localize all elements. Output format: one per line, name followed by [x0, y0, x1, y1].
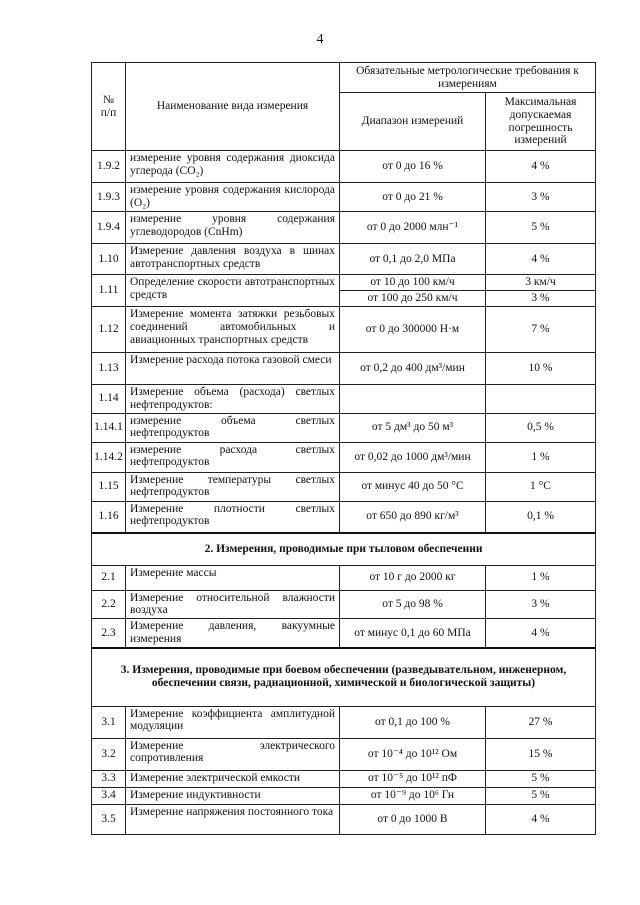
row-error: 5 %: [486, 770, 596, 787]
row-error: 3 км/ч: [486, 275, 596, 291]
row-measurement-name: Определение скорости автотранспортных средств: [126, 275, 340, 307]
row-measurement-name: Измерение момента затяжки резьбовых соединений автомобильных и авиационных транспортных средств: [126, 306, 340, 352]
row-error: 3 %: [486, 290, 596, 306]
row-measurement-name: Измерение давления, вакуумные измерения: [126, 619, 340, 648]
row-measurement-name: Измерение напряжения постоянного тока: [126, 804, 340, 834]
row-error: [486, 384, 596, 413]
row-error: 27 %: [486, 706, 596, 738]
row-1-11-group: [92, 275, 596, 307]
table-row: [92, 244, 596, 275]
table-row: [92, 770, 596, 787]
table-row: [92, 352, 596, 384]
row-measurement-name: Измерение электрической емкости: [126, 770, 340, 787]
row-number: 1.15: [92, 472, 126, 501]
row-error: 1 °C: [486, 472, 596, 501]
table-row: [92, 472, 596, 501]
header-number: № п/п: [92, 63, 126, 151]
row-number: 1.12: [92, 306, 126, 352]
table-row: [92, 787, 596, 804]
row-range: от 0,02 до 1000 дм³/мин: [340, 442, 486, 472]
row-range: от 10 до 100 км/ч: [340, 275, 486, 291]
row-measurement-name: Измерение относительной влажности воздуха: [126, 590, 340, 619]
section-row: [92, 648, 596, 706]
row-number: 3.4: [92, 787, 126, 804]
row-error: 4 %: [486, 619, 596, 648]
row-number: 1.11: [92, 275, 126, 307]
row-number: 2.2: [92, 590, 126, 619]
row-number: 1.14: [92, 384, 126, 413]
page-number: 4: [316, 32, 324, 47]
row-measurement-name: Измерение объема (расхода) светлых нефтепродуктов:: [126, 384, 340, 413]
row-number: 1.9.4: [92, 212, 126, 244]
row-measurement-name: измерение расхода светлых нефтепродуктов: [126, 442, 340, 472]
table-row: [92, 706, 596, 738]
row-measurement-name: Измерение расхода потока газовой смеси: [126, 352, 340, 384]
row-error: 1 %: [486, 442, 596, 472]
table-row: [92, 413, 596, 442]
header-range: Диапазон измерений: [340, 93, 486, 151]
row-number: 2.1: [92, 565, 126, 590]
row-range: от минус 40 до 50 °C: [340, 472, 486, 501]
rows-group-1: [92, 151, 596, 275]
row-range: от 0 до 21 %: [340, 183, 486, 212]
header-max-error: Максимальная допускаемая погрешность измерений: [486, 93, 596, 151]
row-number: 1.9.2: [92, 151, 126, 183]
table-row: [92, 501, 596, 533]
rows-group-3: [92, 565, 596, 648]
table-row: [92, 619, 596, 648]
table-row: [92, 590, 596, 619]
table-row: [92, 183, 596, 212]
row-number: 1.14.1: [92, 413, 126, 442]
row-number: 3.5: [92, 804, 126, 834]
row-range: от 10⁻⁵ до 10¹² пФ: [340, 770, 486, 787]
row-number: 1.10: [92, 244, 126, 275]
row-range: от 0,1 до 100 %: [340, 706, 486, 738]
row-number: 1.13: [92, 352, 126, 384]
row-measurement-name: измерение объема светлых нефтепродуктов: [126, 413, 340, 442]
row-range: от 0 до 1000 В: [340, 804, 486, 834]
row-range: от минус 0,1 до 60 МПа: [340, 619, 486, 648]
table-row: [92, 565, 596, 590]
row-measurement-name: измерение уровня содержания диоксида углерода (CO₂): [126, 151, 340, 183]
row-number: 3.2: [92, 738, 126, 770]
row-range: от 0,2 до 400 дм³/мин: [340, 352, 486, 384]
row-measurement-name: Измерение давления воздуха в шинах автотранспортных средств: [126, 244, 340, 275]
row-range: от 5 дм³ до 50 м³: [340, 413, 486, 442]
section-2-group: [92, 533, 596, 565]
table-row: [92, 384, 596, 413]
row-range: [340, 384, 486, 413]
row-error: 4 %: [486, 151, 596, 183]
measurement-requirements-table: [91, 62, 596, 835]
row-measurement-name: Измерение температуры светлых нефтепродуктов: [126, 472, 340, 501]
section-3-group: [92, 648, 596, 706]
row-number: 1.16: [92, 501, 126, 533]
row-measurement-name: измерение уровня содержания кислорода (O₂): [126, 183, 340, 212]
row-number: 3.1: [92, 706, 126, 738]
section-3-title: 3. Измерения, проводимые при боевом обеспечении (разведывательном, инженерном, обеспечении связи, радиационной, химической и биологической защиты): [92, 648, 596, 706]
row-error: 0,1 %: [486, 501, 596, 533]
table-row: [92, 151, 596, 183]
row-measurement-name: Измерение электрического сопротивления: [126, 738, 340, 770]
row-error: 3 %: [486, 590, 596, 619]
rows-group-2: [92, 306, 596, 533]
row-error: 1 %: [486, 565, 596, 590]
row-measurement-name: Измерение индуктивности: [126, 787, 340, 804]
row-measurement-name: Измерение коэффициента амплитудной модуляции: [126, 706, 340, 738]
row-range: от 10⁻⁴ до 10¹² Ом: [340, 738, 486, 770]
row-measurement-name: измерение уровня содержания углеводородов (CnHm): [126, 212, 340, 244]
header-requirements: Обязательные метрологические требования к измерениям: [340, 63, 596, 93]
row-error: 5 %: [486, 787, 596, 804]
section-2-title: 2. Измерения, проводимые при тыловом обеспечении: [92, 533, 596, 565]
row-range: от 0 до 300000 Н·м: [340, 306, 486, 352]
row-number: 2.3: [92, 619, 126, 648]
row-range: от 10⁻⁹ до 10⁶ Гн: [340, 787, 486, 804]
row-range: от 100 до 250 км/ч: [340, 290, 486, 306]
row-number: 1.9.3: [92, 183, 126, 212]
table-row: [92, 212, 596, 244]
row-error: 3 %: [486, 183, 596, 212]
row-range: от 0 до 2000 млн⁻¹: [340, 212, 486, 244]
table-row: [92, 804, 596, 834]
row-measurement-name: Измерение массы: [126, 565, 340, 590]
rows-group-4: [92, 706, 596, 834]
row-error: 5 %: [486, 212, 596, 244]
row-error: 4 %: [486, 804, 596, 834]
table-row: [92, 738, 596, 770]
row-error: 7 %: [486, 306, 596, 352]
row-error: 15 %: [486, 738, 596, 770]
row-range: от 0,1 до 2,0 МПа: [340, 244, 486, 275]
row-error: 0,5 %: [486, 413, 596, 442]
table-row: [92, 442, 596, 472]
row-range: от 10 г до 2000 кг: [340, 565, 486, 590]
header-measurement-name: Наименование вида измерения: [126, 63, 340, 151]
row-measurement-name: Измерение плотности светлых нефтепродуктов: [126, 501, 340, 533]
table-row: [92, 275, 596, 291]
row-error: 4 %: [486, 244, 596, 275]
section-row: [92, 533, 596, 565]
row-number: 1.14.2: [92, 442, 126, 472]
row-range: от 5 до 98 %: [340, 590, 486, 619]
row-error: 10 %: [486, 352, 596, 384]
table-row: [92, 306, 596, 352]
row-range: от 0 до 16 %: [340, 151, 486, 183]
row-number: 3.3: [92, 770, 126, 787]
row-range: от 650 до 890 кг/м³: [340, 501, 486, 533]
